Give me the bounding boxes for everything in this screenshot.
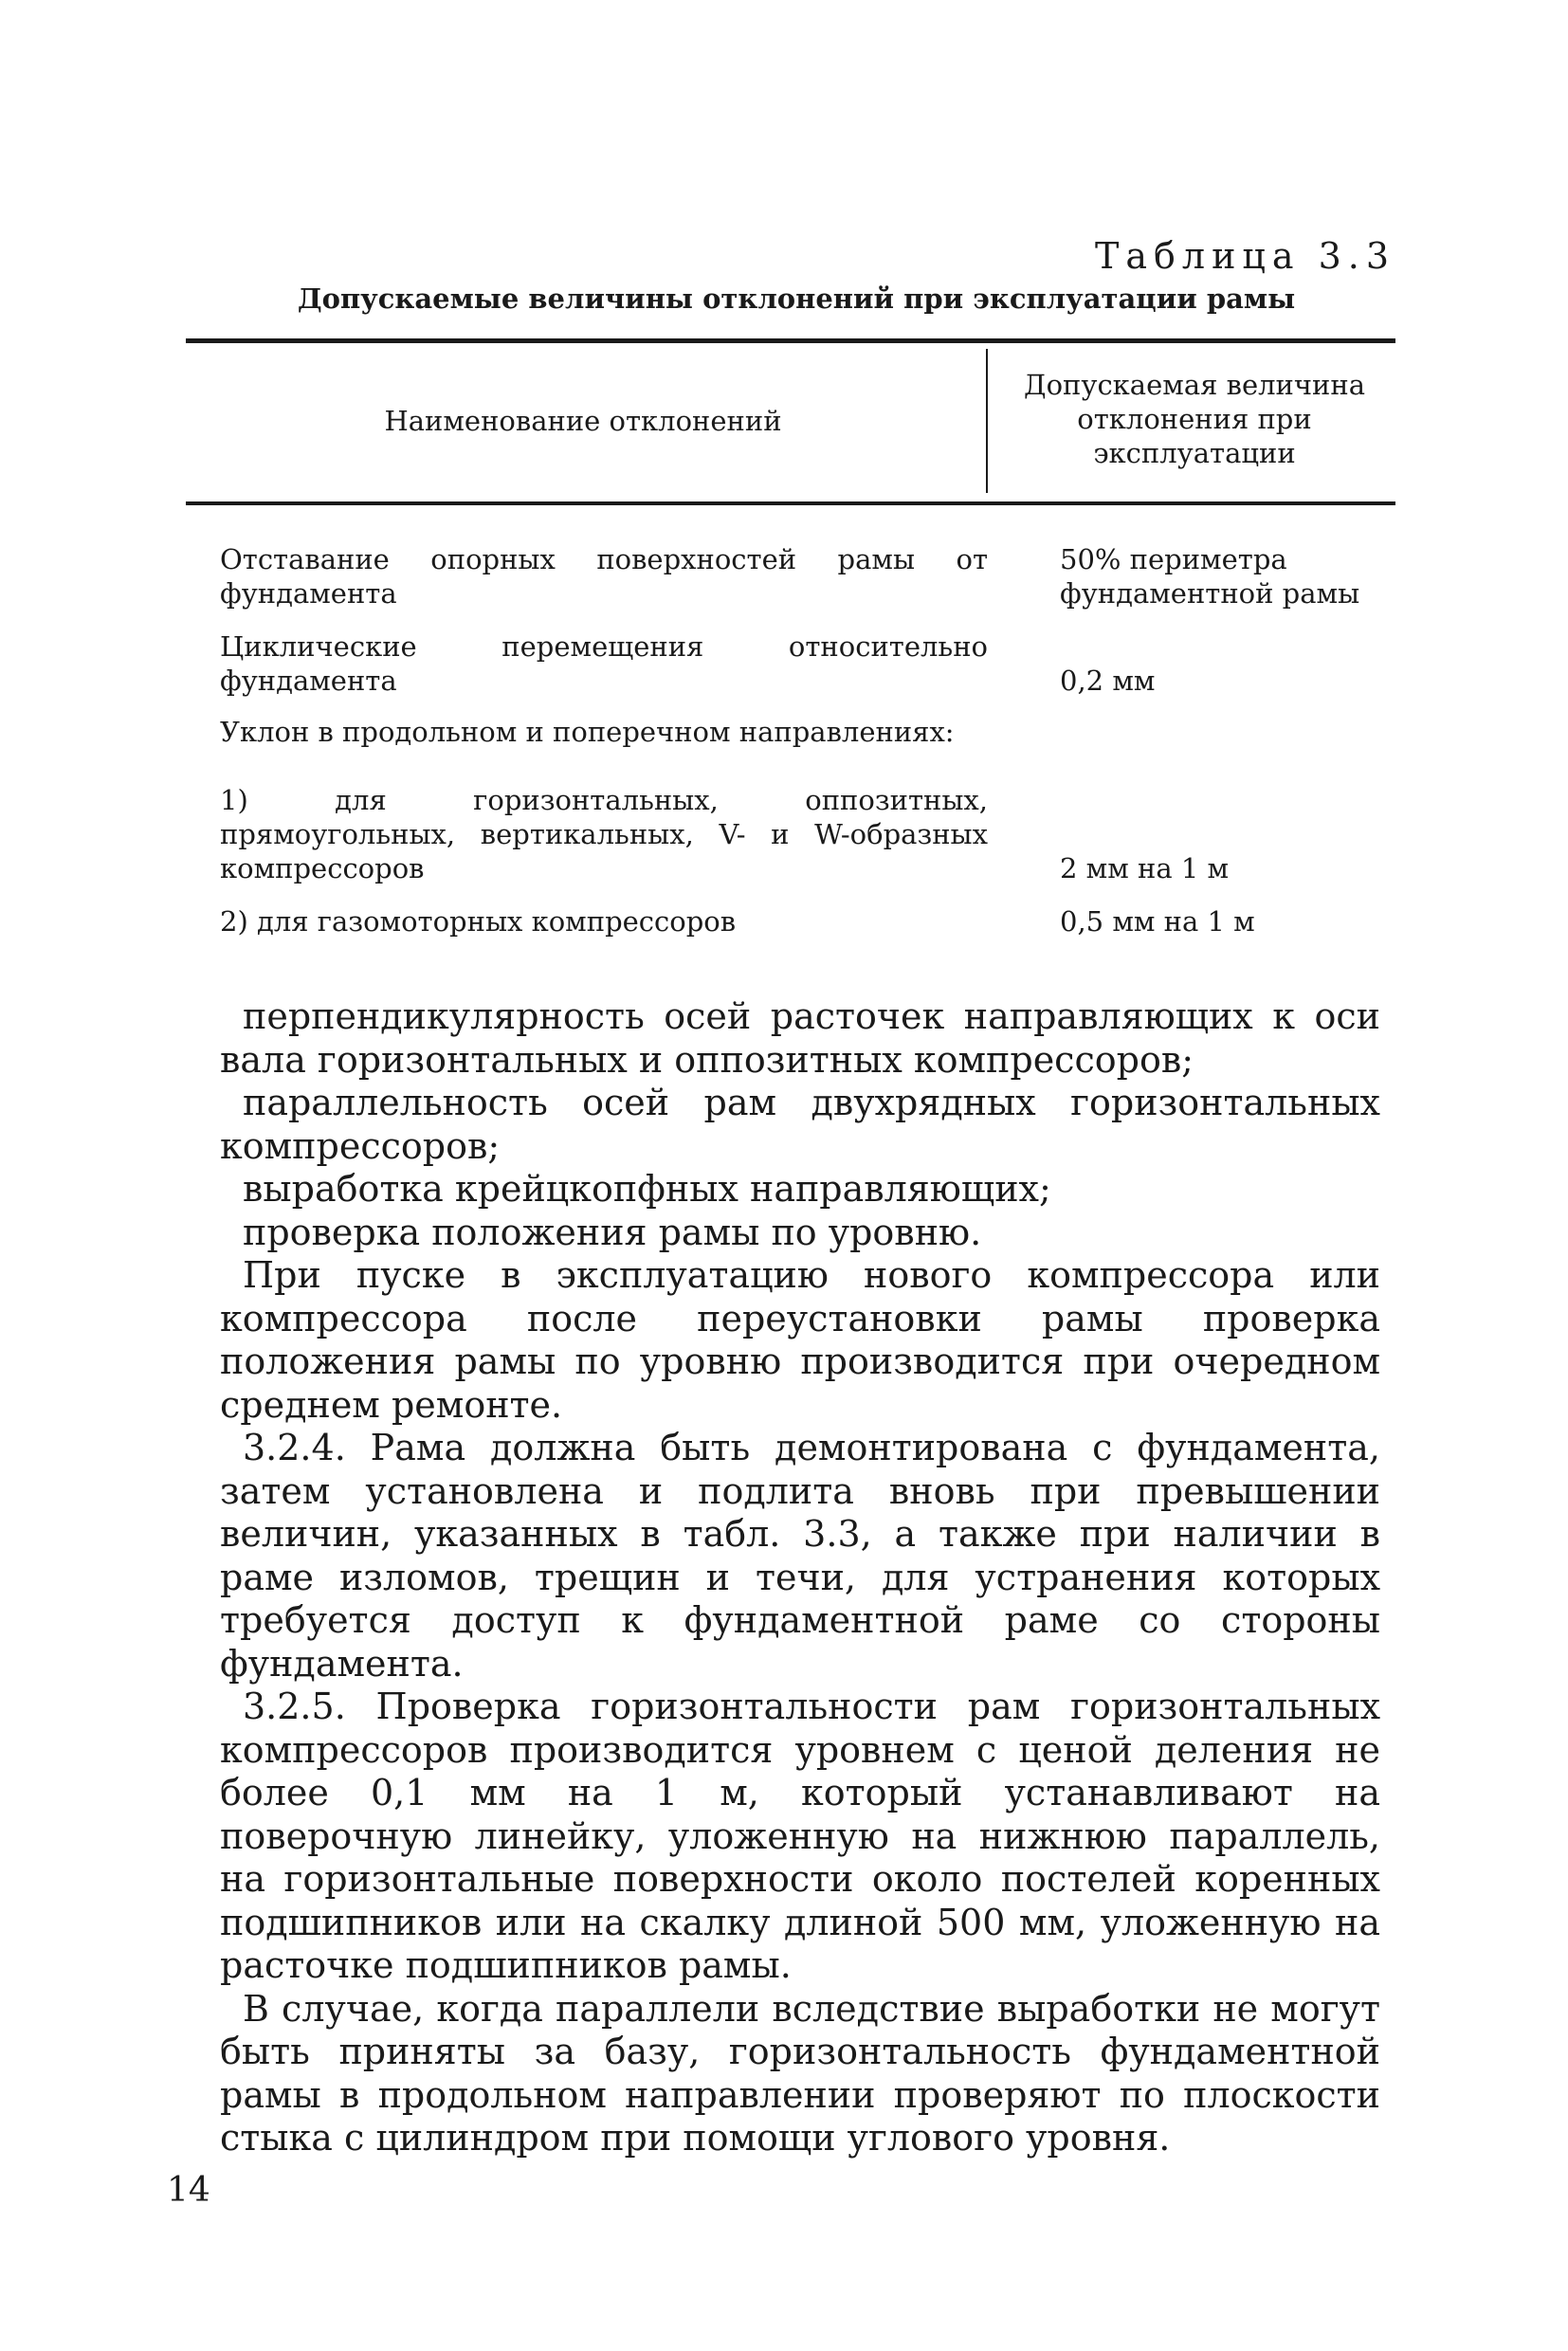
table-row-5-value: 0,5 мм на 1 м (1060, 905, 1255, 938)
paragraph: При пуске в эксплуатацию нового компрессора или компрессора после переустановки рамы проверка положения рамы по уровню производится при очередном среднем ремонте. (220, 1254, 1380, 1426)
table-row-4-value: 2 мм на 1 м (1060, 852, 1230, 884)
table-header-rule (186, 501, 1395, 505)
paragraph: В случае, когда параллели вследствие выработки не могут быть приняты за базу, горизонтальность фундаментной рамы в продольном направлении проверяют по плоскости стыка с цилиндром при помощи углового уровня. (220, 1987, 1380, 2159)
table-row-2-value: 0,2 мм (1060, 665, 1156, 697)
table-header-name: Наименование отклонений (384, 405, 782, 437)
body-text (220, 995, 1380, 2160)
table-title: Допускаемые величины отклонений при эксплуатации рамы (297, 282, 1296, 315)
table-row-1-name: Отставание опорных поверхностей рамы от фундамента (220, 543, 988, 610)
paragraph: 3.2.4. Рама должна быть демонтирована с фундамента, затем установлена и подлита вновь при превышении величин, указанных в табл. 3.3, а также при наличии в раме изломов, трещин и течи, для устранения которых требуется доступ к фундаментной раме со стороны фундамента. (220, 1427, 1380, 1685)
table-header-divider (986, 349, 988, 493)
table-row-2-name: Циклические перемещения относительно фундамента (220, 630, 988, 697)
paragraph: выработка крейцкопфных направляющих; (243, 1168, 1051, 1210)
table-label: Таблица 3.3 (1095, 235, 1395, 277)
table-row-5-name: 2) для газомоторных компрессоров (220, 905, 737, 938)
table-row-3-name: Уклон в продольном и поперечном направлениях: (220, 716, 955, 748)
paragraph: 3.2.5. Проверка горизонтальности рам горизонтальных компрессоров производится уровнем с ценой деления не более 0,1 мм на 1 м, который устанавливают на поверочную линейку, уложенную на нижнюю параллель, на горизонтальные поверхности около постелей коренных подшипников или на скалку длиной 500 мм, уложенную на расточке подшипников рамы. (220, 1686, 1380, 1986)
table-row-4-name: 1) для горизонтальных, оппозитных, прямоугольных, вертикальных, V- и W-образных компрессоров (220, 784, 988, 884)
paragraph: перпендикулярность осей расточек направляющих к оси вала горизонтальных и оппозитных компрессоров; (220, 995, 1380, 1081)
page-number: 14 (167, 2171, 210, 2210)
table-header-value: Допускаемая величина отклонения при эксплуатации (1024, 369, 1365, 469)
paragraph: параллельность осей рам двухрядных горизонтальных компрессоров; (220, 1082, 1380, 1167)
paragraph: проверка положения рамы по уровню. (243, 1211, 982, 1253)
table-top-rule (186, 338, 1395, 343)
table-row-1-value: 50% периметра фундаментной рамы (1060, 543, 1360, 610)
